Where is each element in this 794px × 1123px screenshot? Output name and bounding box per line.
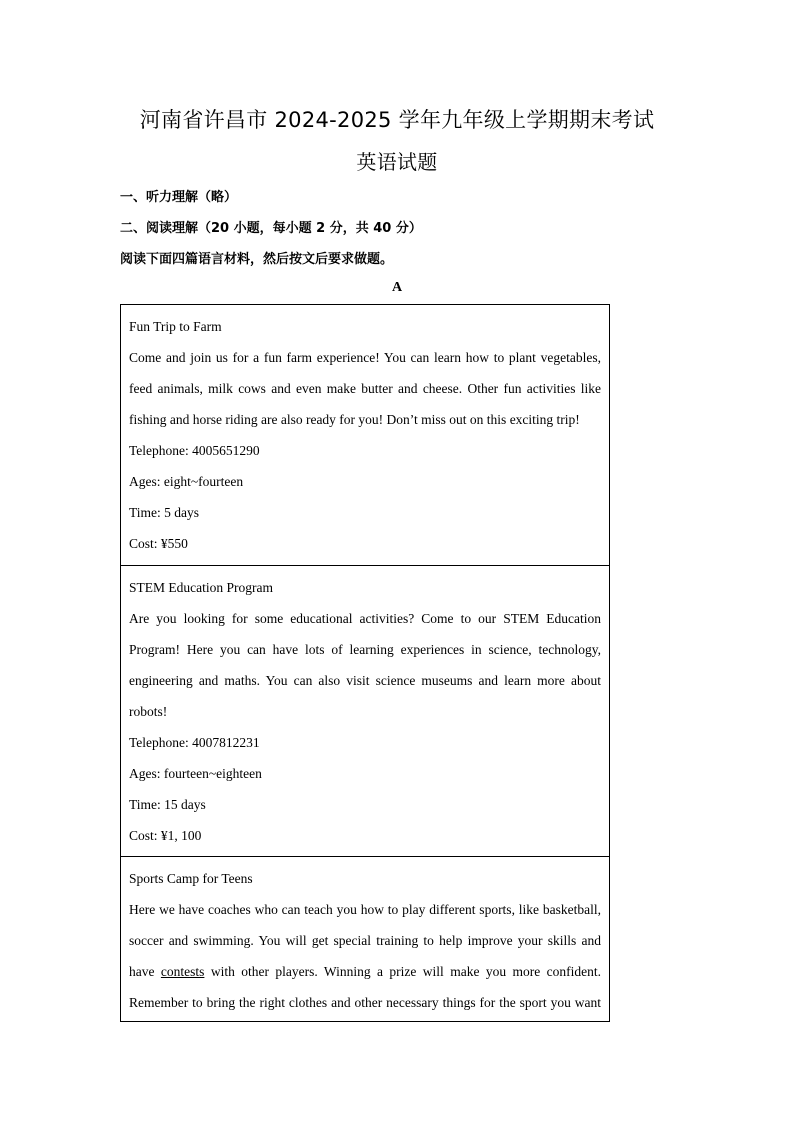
passage-label: A xyxy=(391,280,403,295)
ad-body-line: Here we have coaches who can teach you how to play different sports, like basketball, xyxy=(129,902,601,917)
reading-instruction: 阅读下面四篇语言材料，然后按文后要求做题。 xyxy=(120,252,394,267)
underlined-word: contests xyxy=(160,964,205,979)
ad-telephone: Telephone: 4005651290 xyxy=(129,443,260,458)
section-reading: 二、阅读理解（20 小题，每小题 2 分，共 40 分） xyxy=(120,221,422,236)
ad-telephone: Telephone: 4007812231 xyxy=(129,735,260,750)
ad-text: have xyxy=(129,964,161,979)
ad-ages: Ages: fourteen~eighteen xyxy=(129,766,262,781)
ad-stem-program xyxy=(121,566,609,857)
section-listening: 一、听力理解（略） xyxy=(120,190,238,205)
ad-title: Fun Trip to Farm xyxy=(129,319,222,334)
ad-sports-camp xyxy=(121,857,609,1022)
ad-body-line: Come and join us for a fun farm experience! You can learn how to plant vegetables, xyxy=(129,350,601,365)
ads-table xyxy=(120,304,610,1022)
ad-body-line: robots! xyxy=(129,704,168,719)
ad-text: with other players. Winning a prize will make you more confident. xyxy=(204,964,602,979)
ad-time: Time: 5 days xyxy=(129,505,200,520)
ad-body-line: engineering and maths. You can also visit science museums and learn more about xyxy=(129,673,601,688)
ad-body-line: fishing and horse riding are also ready for you! Don’t miss out on this exciting trip! xyxy=(129,412,580,427)
ad-cost: Cost: ¥550 xyxy=(129,536,188,551)
ad-time: Time: 15 days xyxy=(129,797,206,812)
ad-body-line: feed animals, milk cows and even make butter and cheese. Other fun activities like xyxy=(129,381,601,396)
page-title: 河南省许昌市 2024-2025 学年九年级上学期期末考试 xyxy=(139,108,655,132)
ad-ages: Ages: eight~fourteen xyxy=(129,474,244,489)
ad-title: Sports Camp for Teens xyxy=(129,871,253,886)
ad-farm-trip xyxy=(121,305,609,566)
ad-body-line: Are you looking for some educational activities? Come to our STEM Education xyxy=(129,611,601,626)
page-subtitle: 英语试题 xyxy=(356,150,438,174)
ad-body-line: soccer and swimming. You will get special training to help improve your skills and xyxy=(129,933,601,948)
ad-title: STEM Education Program xyxy=(129,580,273,595)
ad-body-line: Remember to bring the right clothes and other necessary things for the sport you want xyxy=(129,995,601,1010)
ad-cost: Cost: ¥1, 100 xyxy=(129,828,202,843)
ad-body-line: Program! Here you can have lots of learning experiences in science, technology, xyxy=(129,642,601,657)
ad-body-line xyxy=(129,956,601,987)
